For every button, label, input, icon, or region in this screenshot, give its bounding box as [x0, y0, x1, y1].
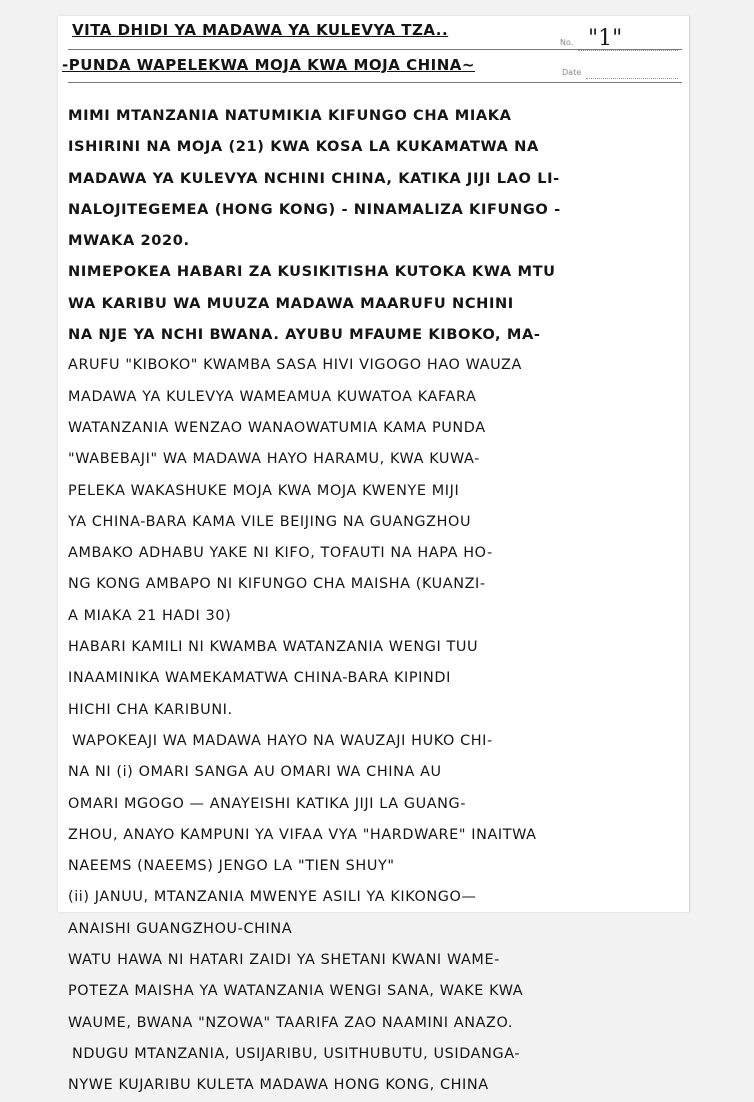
date-dotted-line [586, 78, 678, 79]
text-line: ARUFU "KIBOKO" KWAMBA SASA HIVI VIGOGO HAO WAUZA [68, 357, 522, 374]
text-line: NDUGU MTANZANIA, USIJARIBU, USITHUBUTU, USIDANGA- [72, 1045, 521, 1062]
letterhead [58, 16, 690, 96]
text-line: HICHI CHA KARIBUNI. [68, 701, 233, 718]
page-number-value: "1" [588, 26, 623, 51]
text-line: WAUME, BWANA "NZOWA" TAARIFA ZAO NAAMINI ANAZO. [68, 1014, 514, 1031]
text-line: POTEZA MAISHA YA WATANZANIA WENGI SANA, WAKE KWA [68, 983, 524, 1000]
date-label: Date [562, 68, 582, 77]
text-line: NA NI (i) OMARI SANGA AU OMARI WA CHINA AU [68, 764, 442, 781]
text-line: MADAWA YA KULEVYA WAMEAMUA KUWATOA KAFARA [68, 388, 477, 405]
text-line: MWAKA 2020. [68, 232, 190, 250]
text-line: NAEEMS (NAEEMS) JENGO LA "TIEN SHUY" [68, 858, 395, 875]
text-line: NALOJITEGEMEA (HONG KONG) - NINAMALIZA KIFUNGO - [68, 200, 561, 218]
text-line: MADAWA YA KULEVYA NCHINI CHINA, KATIKA JIJI LAO LI- [68, 169, 560, 187]
text-line: PELEKA WAKASHUKE MOJA KWA MOJA KWENYE MIJI [68, 482, 460, 499]
number-label: No. [560, 38, 574, 47]
text-line: WATU HAWA NI HATARI ZAIDI YA SHETANI KWANI WAME- [68, 952, 500, 969]
handwritten-body [68, 100, 684, 1102]
header-rule-2 [68, 82, 682, 83]
text-line: WATANZANIA WENZAO WANAOWATUMIA KAMA PUNDA [68, 419, 486, 436]
document-page [58, 16, 690, 1094]
document-title-line-2: -PUNDA WAPELEKWA MOJA KWA MOJA CHINA~ [62, 56, 475, 74]
text-line: NYWE KUJARIBU KULETA MADAWA HONG KONG, CHINA [68, 1077, 489, 1094]
page-edge [689, 16, 690, 912]
number-dotted-line [578, 50, 678, 51]
text-line: NA NJE YA NCHI BWANA. AYUBU MFAUME KIBOKO, MA- [68, 326, 541, 344]
text-line: WA KARIBU WA MUUZA MADAWA MAARUFU NCHINI [68, 294, 514, 312]
text-line: (ii) JANUU, MTANZANIA MWENYE ASILI YA KIKONGO— [68, 889, 477, 906]
text-line: HABARI KAMILI NI KWAMBA WATANZANIA WENGI TUU [68, 639, 479, 656]
text-line: ANAISHI GUANGZHOU-CHINA [68, 920, 293, 937]
text-line: NG KONG AMBAPO NI KIFUNGO CHA MAISHA (KUANZI- [68, 576, 486, 593]
text-line: A MIAKA 21 HADI 30) [68, 607, 232, 624]
text-line: OMARI MGOGO — ANAYEISHI KATIKA JIJI LA GUANG- [68, 795, 467, 812]
text-line: "WABEBAJI" WA MADAWA HAYO HARAMU, KWA KUWA- [68, 451, 480, 468]
text-line: MIMI MTANZANIA NATUMIKIA KIFUNGO CHA MIAKA [68, 107, 512, 124]
text-line: ZHOU, ANAYO KAMPUNI YA VIFAA VYA "HARDWARE" INAITWA [68, 826, 537, 843]
document-title-line-1: VITA DHIDI YA MADAWA YA KULEVYA TZA.. [72, 21, 449, 39]
text-line: YA CHINA-BARA KAMA VILE BEIJING NA GUANGZHOU [68, 513, 472, 530]
text-line: AMBAKO ADHABU YAKE NI KIFO, TOFAUTI NA HAPA HO- [68, 545, 493, 562]
text-line: NIMEPOKEA HABARI ZA KUSIKITISHA KUTOKA KWA MTU [68, 263, 556, 281]
text-line: ISHIRINI NA MOJA (21) KWA KOSA LA KUKAMATWA NA [68, 138, 539, 156]
text-line: INAAMINIKA WAMEKAMATWA CHINA-BARA KIPINDI [68, 670, 451, 687]
text-line: WAPOKEAJI WA MADAWA HAYO NA WAUZAJI HUKO CHI- [72, 732, 493, 749]
